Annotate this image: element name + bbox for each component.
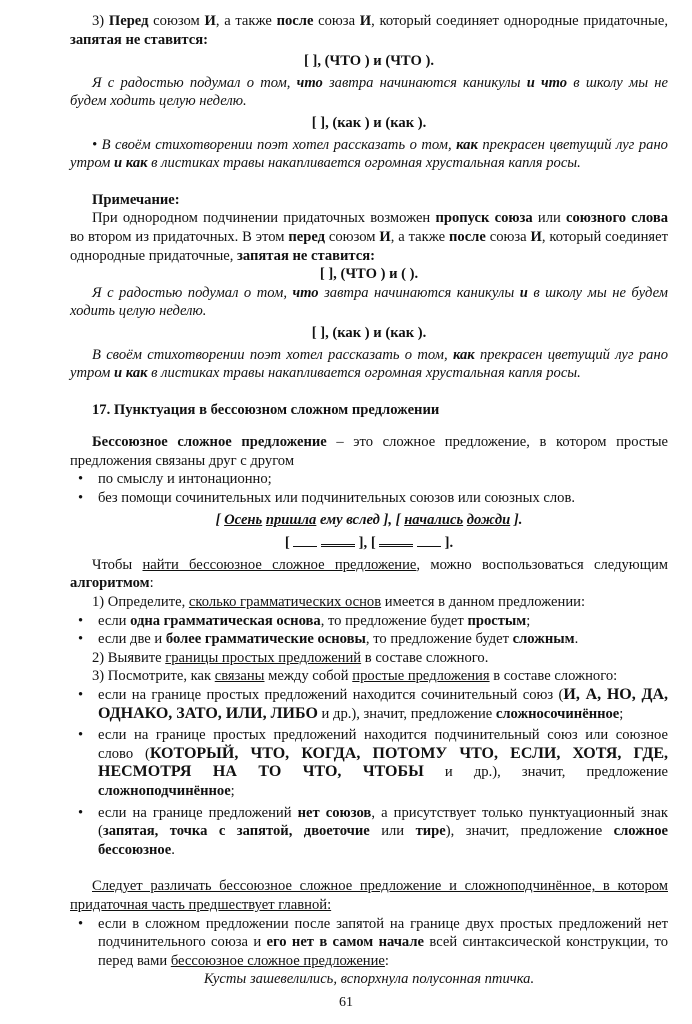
definition: Бессоюзное сложное предложение – это сложное предложение, в котором простые предложения связаны друг с другом	[70, 434, 668, 469]
scheme-1: [ ], (ЧТО ) и (ЧТО ).	[304, 53, 434, 70]
rule-3: 3) Перед союзом И, а также после союза И, который соединяет однородные придаточные, запятая не ставится:	[70, 13, 668, 48]
textbook-page	[70, 12, 668, 989]
section-title: 17. Пунктуация в бессоюзном сложном предложении	[92, 401, 440, 418]
list-item: • если две и более грамматические основы, то предложение будет сложным.	[70, 630, 668, 649]
list-item: • по смыслу и интонационно;	[70, 470, 668, 489]
note-example-2: В своём стихотворении поэт хотел рассказать о том, как прекрасен цветущий луг рано утром и как в листиках травы накапливается огромная хрустальная капля росы.	[70, 346, 669, 382]
distinguish-list	[70, 915, 668, 971]
bullet-icon	[78, 630, 83, 649]
bullet-icon	[78, 915, 83, 934]
page-number: 61	[339, 995, 353, 1010]
example-2: • В своём стихотворении поэт хотел рассказать о том, как прекрасен цветущий луг рано утром и как в листиках травы накапливается огромная хрустальная капля росы.	[70, 136, 668, 172]
final-example: Кусты зашевелились, вспорхнула полусонная птичка.	[203, 971, 535, 988]
bullet-icon	[78, 804, 83, 823]
note-example-1: Я с радостью подумал о том, что завтра начинаются каникулы и в школу мы не будем ходить целую неделю.	[70, 284, 668, 320]
list-item: • если в сложном предложении после запятой на границе двух простых предложений нет подчинительного союза и его нет в самом начале всей синтаксической конструкции, то перед вами бессоюзное сложное предложение:	[70, 915, 668, 971]
scheme-2: [ ], (как ) и (как ).	[311, 114, 427, 131]
bsp-example: [ Осень пришла ему вслед ], [ начались дожди ].	[215, 511, 523, 528]
list-item: • если на границе предложений нет союзов, а присутствует только пунктуационный знак (запятая, точка с запятой, двоеточие или тире), значит, предложение сложное бессоюзное.	[70, 804, 668, 860]
step-3-list	[70, 686, 668, 859]
distinguish-note: Следует различать бессоюзное сложное предложение и сложноподчинённое, в котором придаточная часть предшествует главной:	[70, 878, 668, 913]
subject-line	[417, 534, 441, 547]
note-text: При однородном подчинении придаточных возможен пропуск союза или союзного слова во втором из придаточных. В этом перед союзом И, а также после союза И, который соединяет однородные придаточные, запятая не ставится:	[70, 210, 669, 264]
note-scheme-2: [ ], (как ) и (как ).	[311, 324, 427, 341]
bullet-icon	[78, 686, 83, 705]
list-item: • без помощи сочинительных или подчинительных союзов или союзных слов.	[70, 489, 668, 508]
note-heading: Примечание:	[92, 191, 180, 208]
subject-line	[293, 534, 317, 547]
note-scheme-1: [ ], (ЧТО ) и ( ).	[319, 266, 419, 283]
algorithm-intro: Чтобы найти бессоюзное сложное предложение, можно воспользоваться следующим алгоритмом:	[70, 556, 668, 592]
example-1: Я с радостью подумал о том, что завтра начинаются каникулы и что в школу мы не будем ходить целую неделю.	[70, 74, 668, 110]
step-1: 1) Определите, сколько грамматических основ имеется в данном предложении:	[92, 594, 586, 611]
list-item: • если на границе простых предложений находится подчинительный союз или союзное слово (КОТОРЫЙ, ЧТО, КОГДА, ПОТОМУ ЧТО, ЕСЛИ, ХОТЯ, ГДЕ, НЕСМОТРЯ НА ТО ЧТО, ЧТОБЫ и др.), значит, предложение сложноподчинённое;	[70, 726, 668, 800]
predicate-line	[379, 532, 413, 547]
step-1-list	[70, 612, 668, 649]
definition-list	[70, 470, 668, 507]
predicate-line	[321, 532, 355, 547]
bullet-icon	[78, 612, 83, 631]
step-2: 2) Выявите границы простых предложений в составе сложного.	[92, 649, 489, 666]
list-item: • если на границе простых предложений находится сочинительный союз (И, А, НО, ДА, ОДНАКО, ЗАТО, ИЛИ, ЛИБО и др.), значит, предложение сложносочинённое;	[70, 686, 668, 723]
bullet-icon	[78, 489, 83, 508]
bullet-icon	[78, 470, 83, 489]
bullet-icon	[78, 726, 83, 745]
list-item: • если одна грамматическая основа, то предложение будет простым;	[70, 612, 668, 631]
step-3: 3) Посмотрите, как связаны между собой простые предложения в составе сложного:	[92, 668, 618, 685]
bsp-scheme: [ ], [ ].	[70, 532, 668, 553]
